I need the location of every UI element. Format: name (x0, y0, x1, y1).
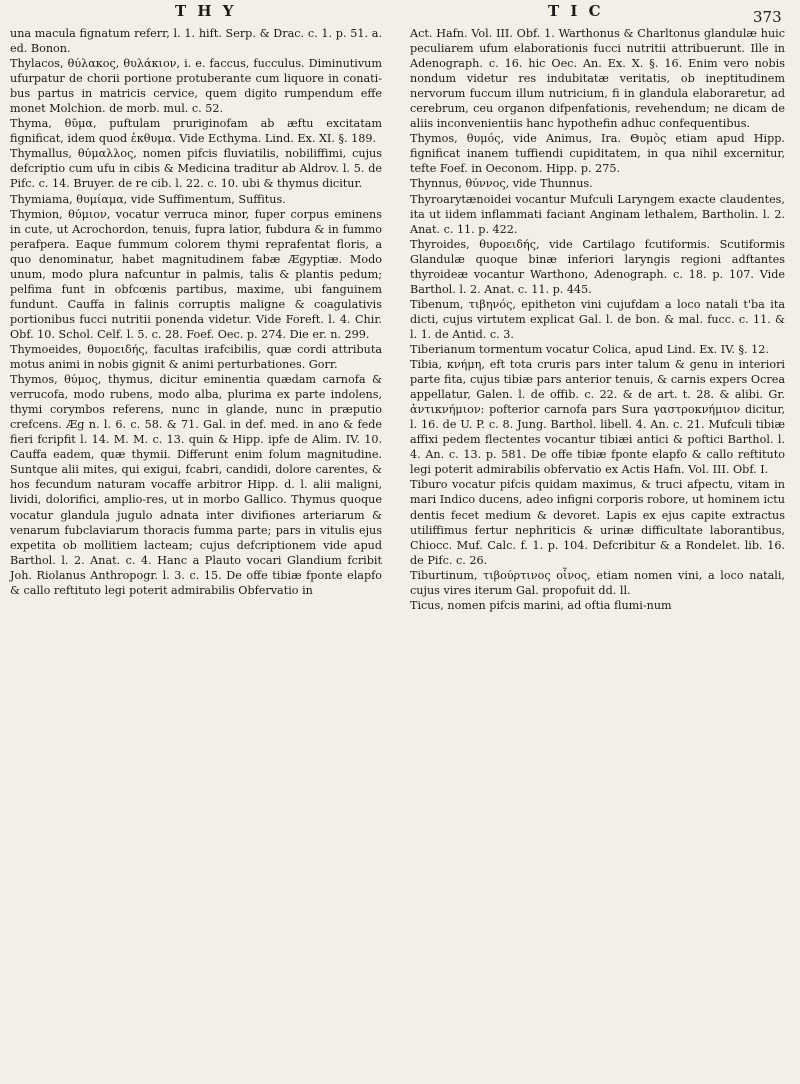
entry-tiberianum: Tiberianum tormentum vocatur Colica, apud Lind. Ex. IV. §. 12. (410, 342, 769, 356)
entry-thymos-animus: Thymos, θυμός, vide Animus, Ira. Θυμὸς etiam apud Hipp. fignificat inanem tuffiendi cupiditatem, in qua nihil excernitur, tefte Foef. in Oeconom. Hipp. p. 275. (410, 132, 785, 176)
running-head-left: T H Y (175, 2, 237, 20)
entry-thyroarytaenoidei: Thyroarytænoidei vocantur Mufculi Laryngem exacte claudentes, ita ut iidem inflammati faciant Anginam lethalem, Bartholin. l. 2. Anat. c. 11. p. 422. (410, 192, 785, 236)
entry-thymallus: Thymallus, θύμαλλος, nomen pifcis fluviatilis, nobiliffimi, cujus defcriptio cum ufu in cibis & Medicina traditur ab Aldrov. l. 5. de Pifc. c. 14. Bruyer. de re cib. l. 22. c. 10. ubi & thymus dicitur. (10, 147, 382, 191)
entry-tiburo: Tiburo vocatur pifcis quidam maximus, & truci afpectu, vitam in mari Indico ducens, adeo infigni corporis robore, ut hominem ictu dentis fecet medium & devoret. Lapis ex ejus capite extractus utiliffimus fertur nephriticis & urinæ difficultate laborantibus, Chiocc. Muf. Calc. f. 1. p. 104. Defcribitur & a Rondelet. lib. 16. de Pifc. c. 26. (410, 478, 785, 567)
entry-thylacos: Thylacos, θύλακος, θυλάκιον, i. e. faccus, fucculus. Diminutivum ufurpatur de chorii portione protuberante cum liquore in conati-bus partus in matricis cervice, quem digito rumpendum effe monet Molchion. de morb. mul. c. 52. (10, 57, 382, 116)
left-column (10, 26, 382, 598)
entry-thymoeides: Thymoeides, θυμοειδής, facultas irafcibilis, quæ cordi attributa motus animi in nobis gignit & animi perturbationes. Gorr. (10, 342, 382, 372)
entry-thymiama: Thymiama, θυμίαμα, vide Suffimentum, Suffitus. (10, 192, 286, 206)
entry-ticus: Ticus, nomen pifcis marini, ad oftia flumi-num (410, 598, 672, 612)
right-column (410, 26, 785, 613)
entry-tiburtinum: Tiburtinum, τιβούρτινος οἶνος, etiam nomen vini, a loco natali, cujus vires iterum Gal. propofuit dd. ll. (410, 568, 785, 597)
entry-thymos: Thymos, θύμος, thymus, dicitur eminentia quædam carnofa & verrucofa, modo rubens, modo alba, plurima ex parte indolens, thymi corymbos referens, nunc in glande, nunc in præputio crefcens. Æg n. l. 6. c. 58. & 71. Gal. in def. med. in ano & fede fieri fcripfit l. 14. M. M. c. 13. quin & Hipp. ipfe de Alim. IV. 10. Cauffa eadem, quæ thymii. Differunt enim folum magnitudine. Suntque alii mites, qui exigui, fcabri, candidi, dolore carentes, & hos fecundum naturam vocaffe arbitror Hipp. d. l. alii maligni, lividi, dolorifici, amplio-res, ut in morbo Gallico. Thymus quoque vocatur glandula jugulo adnata inter divifiones arteriarum & venarum fubclaviarum thoracis fumma parte; pars in vitulis ejus expetita ob mollitiem lacteam; cujus defcriptionem vide apud Barthol. l. 2. Anat. c. 4. Hanc a Plauto vocari Glandium fcribit Joh. Riolanus Anthropogr. l. 3. c. 15. De offe tibiæ fponte elapfo & callo reftituto legi poterit admirabilis Obfervatio in (10, 373, 382, 597)
entry-tibia: Tibia, κνήμη, eft tota cruris pars inter talum & genu in interiori parte fita, cujus tibiæ pars anterior tenuis, & carnis expers Ocrea appellatur, Galen. l. de offib. c. 22. & de art. t. 28. & alibi. Gr. ἀντικνήμιον: pofterior carnofa pars Sura γαστροκνήμιον dicitur, l. 16. de U. P. c. 8. Jung. Barthol. libell. 4. An. c. 21. Mufculi tibiæ affixi pedem flectentes vocantur tibiæi antici & poftici Barthol. l. 4. An. c. 13. p. 581. De offe tibiæ fponte elapfo & callo reftituto legi poterit admirabilis obfervatio ex Actis Hafn. Vol. III. Obf. I. (410, 358, 785, 477)
entry-thyroides: Thyroides, θυροειδής, vide Cartilago fcutiformis. Scutiformis Glandulæ quoque binæ inferiori laryngis regioni adftantes thyroideæ vocantur Warthono, Adenograph. c. 18. p. 107. Vide Barthol. l. 2. Anat. c. 11. p. 445. (410, 237, 785, 296)
entry-thynnus: Thynnus, θύννος, vide Thunnus. (410, 177, 593, 191)
entry-thyma: Thyma, θῦμα, puftulam pruriginofam ab æftu excitatam fignificat, idem quod ἐκθυμα. Vide Ecthyma. Lind. Ex. XI. §. 189. (10, 117, 382, 146)
running-head-right: T I C (548, 2, 604, 20)
entry-tibenum: Tibenum, τιβηνός, epitheton vini cujufdam a loco natali t'ba ita dicti, cujus virtutem explicat Gal. l. de bon. & mal. fucc. c. 11. & l. 1. de Antid. c. 3. (410, 297, 785, 341)
entry: una macula fignatum referr, l. 1. hift. Serp. & Drac. c. 1. p. 51. a. ed. Bonon. (10, 27, 382, 56)
page-number: 373 (753, 8, 782, 26)
entry-thymion: Thymion, θύμιον, vocatur verruca minor, fuper corpus eminens in cute, ut Acrochordon, tenuis, fupra latior, fubdura & in fummo perafpera. Eaque fummum colorem thymi reprafentat floris, a quo denominatur, habet magnitudinem fabæ Ægyptiæ. Modo unum, modo plura nafcuntur in palmis, talis & plantis pedum; pelfima funt in obfcœnis partibus, maxime, ubi fanguinem fundunt. Cauffa in falinis corruptis maligne & coagulativis portionibus fucci nutritii ponenda videtur. Vide Foreft. l. 4. Chir. Obf. 10. Schol. Celf. l. 5. c. 28. Foef. Oec. p. 274. Die er. n. 299. (10, 207, 382, 341)
entry-continued: Act. Hafn. Vol. III. Obf. 1. Warthonus & Charltonus glandulæ huic peculiarem ufum elaborationis fucci nutritii attribuerunt. Ille in Adenograph. c. 16. hic Oec. An. Ex. X. §. 16. Enim vero nobis nondum videtur res indubitatæ veritatis, ob ineptitudinem nervorum fuccum illum nutricium, fi in glandula elaboraretur, ad cerebrum, ceu organon difpenfationis, revehendum; ne dicam de aliis inconvenientiis hanc hypothefin adhuc confequentibus. (410, 27, 785, 131)
